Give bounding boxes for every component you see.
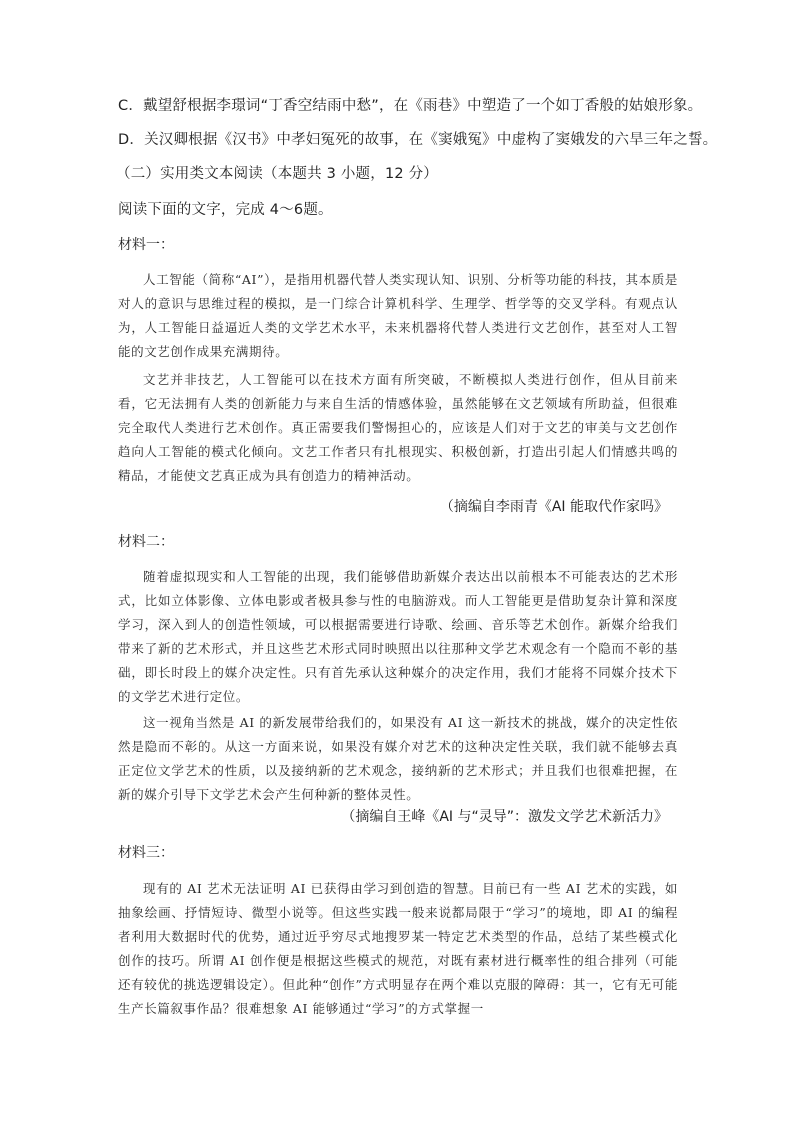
option-c: C．戴望舒根据李璟词“丁香空结雨中愁”，在《雨巷》中塑造了一个如丁香般的姑娘形象。 — [118, 98, 703, 114]
material1-source: （摘编自李雨青《AI 能取代作家吗》 — [439, 499, 668, 515]
material2-paragraph-1: 随着虚拟现实和人工智能的出现，我们能够借助新媒介表达出以前根本不可能表达的艺术形式，比如立体影像、立体电影或者极具参与性的电脑游戏。而人工智能更是借助复杂计算和深度学习，深入到人的创造性领域，可以根据需要进行诗歌、绘画、音乐等艺术创作。新媒介给我们带来了新的艺术形式，并且这些艺术形式同时映照出以往那种文学艺术观念有一个隐而不彰的基础，即长时段上的媒介决定性。只有首先承认这种媒介的决定作用，我们才能将不同媒介技术下的文学艺术进行定位。 — [118, 569, 678, 704]
material1-paragraph-1: 人工智能（简称“AI”），是指用机器代替人类实现认知、识别、分析等功能的科技，其本质是对人的意识与思维过程的模拟，是一门综合计算机科学、生理学、哲学等的交叉学科。有观点认为，人工智能日益逼近人类的文学艺术水平，未来机器将代替人类进行文艺创作，甚至对人工智能的文艺创作成果充满期待。 — [118, 272, 678, 359]
material2-source: （摘编自王峰《AI 与“灵导”：激发文学艺术新活力》 — [341, 809, 668, 825]
section-heading: （二）实用类文本阅读（本题共 3 小题，12 分） — [116, 166, 439, 182]
material1-paragraph-2: 文艺并非技艺，人工智能可以在技术方面有所突破，不断模拟人类进行创作，但从目前来看，它无法拥有人类的创新能力与来自生活的情感体验，虽然能够在文艺领域有所助益，但很难完全取代人类进行艺术创作。真正需要我们警惕担心的，应该是人们对于文艺的审美与文艺创作趋向人工智能的模式化倾向。文艺工作者只有扎根现实、积极创新，打造出引起人们情感共鸣的精品，才能使文艺真正成为具有创造力的精神活动。 — [118, 372, 678, 483]
material3-paragraph-1: 现有的 AI 艺术无法证明 AI 已获得由学习到创造的智慧。目前已有一些 AI 艺术的实践，如抽象绘画、抒情短诗、微型小说等。但这些实践一般来说都局限于“学习”的境地，即 AI 的编程者利用大数据时代的优势，通过近乎穷尽式地搜罗某一特定艺术类型的作品，总结了某些模式化创作的技巧。所谓 AI 创作便是根据这些模式的规范，对既有素材进行概率性的组合排列（可能还有较优的挑选逻辑设定）。但此种“创作”方式明显存在两个难以克服的障碍：其一，它有无可能生产长篇叙事作品？很难想象 AI 能够通过“学习”的方式掌握一 — [118, 881, 678, 1016]
material2-paragraph-2: 这一视角当然是 AI 的新发展带给我们的，如果没有 AI 这一新技术的挑战，媒介的决定性依然是隐而不彰的。从这一方面来说，如果没有媒介对艺术的这种决定性关联，我们就不能够去真正定位文学艺术的性质，以及接纳新的艺术观念，接纳新的艺术形式；并且我们也很难把握，在新的媒介引导下文学艺术会产生何种新的整体灵性。 — [118, 715, 678, 802]
material3-label: 材料三： — [118, 845, 174, 861]
material1-label: 材料一： — [118, 237, 174, 253]
section-instruction: 阅读下面的文字，完成 4～6题。 — [118, 202, 333, 218]
material2-label: 材料二： — [118, 534, 174, 550]
option-d: D．关汉卿根据《汉书》中孝妇冤死的故事，在《窦娥冤》中虚构了窦娥发的六旱三年之誓。 — [118, 132, 718, 148]
